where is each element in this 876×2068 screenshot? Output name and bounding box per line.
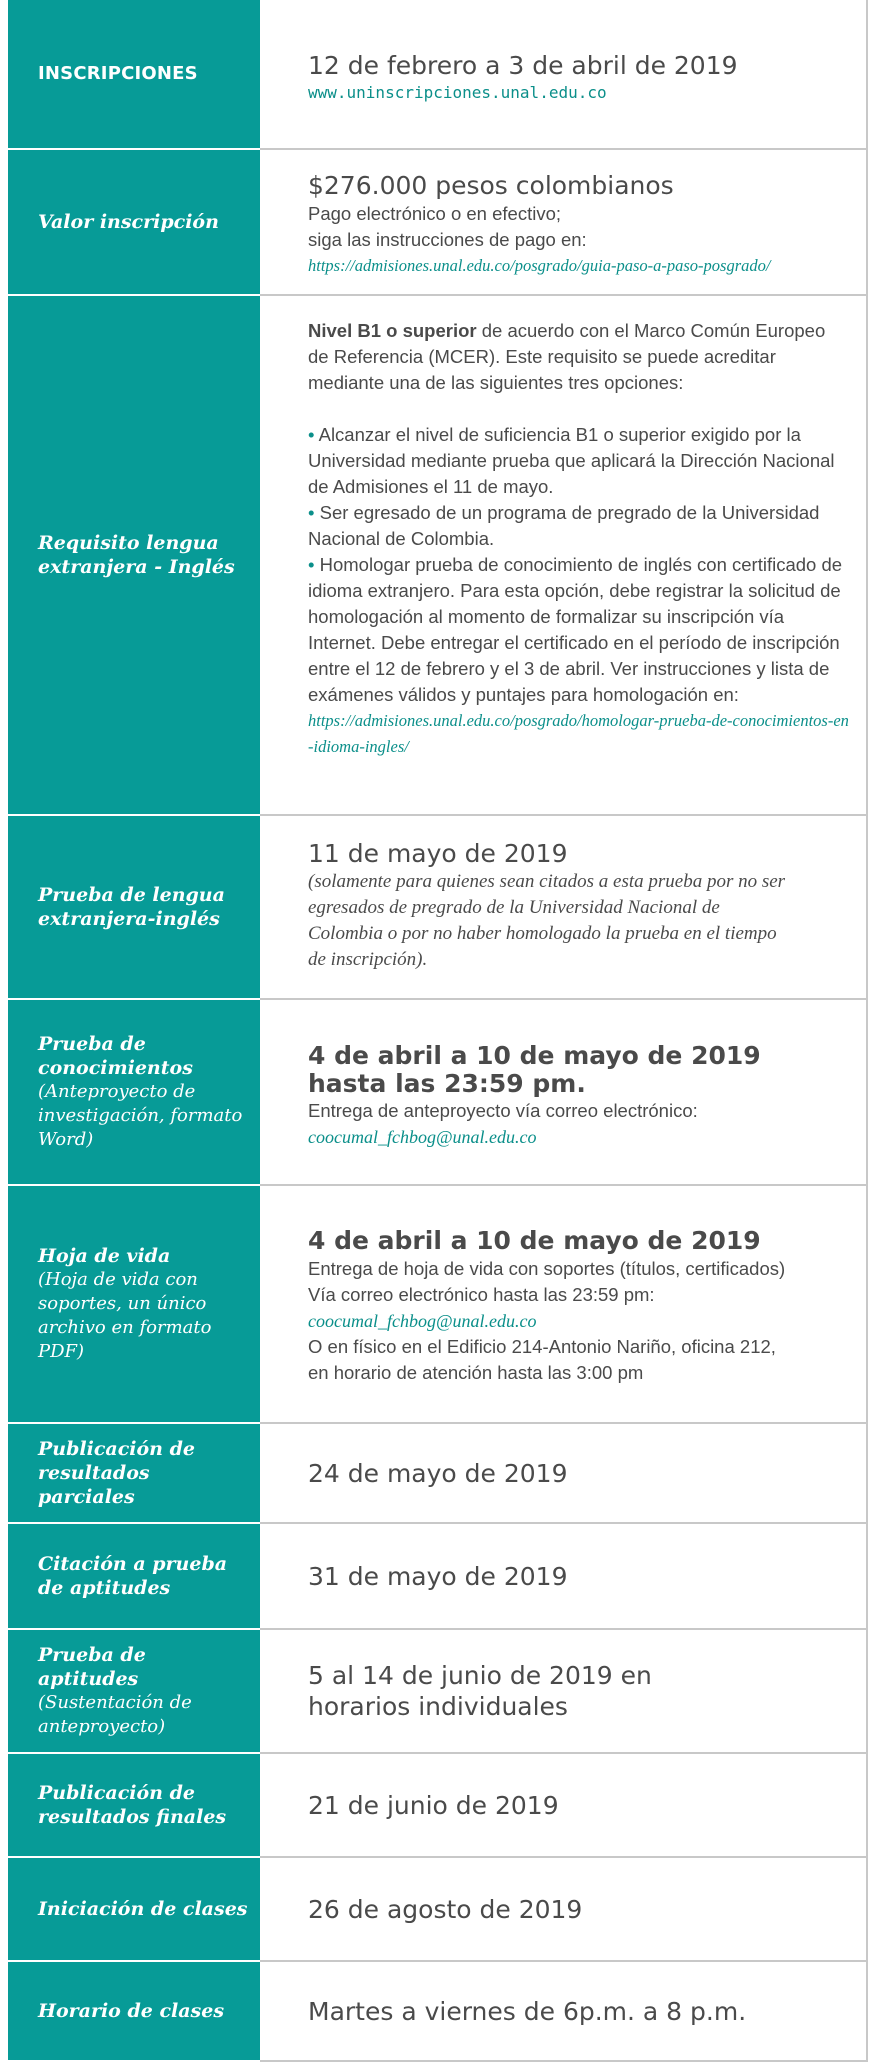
- row-label: Requisito lengua extranjera - Inglés: [38, 532, 235, 578]
- row-label: INSCRIPCIONES: [38, 63, 198, 84]
- cv-line: Vía correo electrónico hasta las 23:59 pm:: [308, 1284, 655, 1305]
- exam-note: (solamente para quienes sean citados a esta prueba por no ser egresados de pregrado de la Universidad Nacional de Colombia o por no haber homologado la prueba en el tiempo de inscripción).: [308, 871, 786, 970]
- row-label-cell: [8, 1630, 260, 1752]
- option-item: • Ser egresado de un programa de pregrado de la Universidad Nacional de Colombia.: [308, 502, 820, 549]
- row-content-cell: [260, 1522, 868, 1628]
- row-label: Publicación de resultados finales: [38, 1782, 227, 1828]
- row-label: Citación a prueba de aptitudes: [38, 1553, 228, 1599]
- table-row: [0, 1184, 876, 1422]
- aptitude-test-date: 5 al 14 de junio de 2019 en horarios individuales: [308, 1661, 652, 1721]
- language-requirement-intro: Nivel B1 o superior de acuerdo con el Marco Común Europeo de Referencia (MCER). Este requisito se puede acreditar mediante una de las siguientes tres opciones:: [308, 320, 826, 393]
- row-label-cell: [8, 1962, 260, 2060]
- table-row: [0, 1522, 876, 1628]
- row-label-cell: [8, 296, 260, 814]
- payment-line: Pago electrónico o en efectivo;: [308, 203, 561, 224]
- level-b1-bold: Nivel B1 o superior: [308, 320, 477, 341]
- registration-url-link[interactable]: www.uninscripciones.unal.edu.co: [308, 83, 607, 102]
- proposal-dates: 4 de abril a 10 de mayo de 2019: [308, 1041, 761, 1070]
- row-sublabel: (Anteproyecto de investigación, formato Word): [38, 1081, 243, 1150]
- option-item: • Alcanzar el nivel de suficiencia B1 o superior exigido por la Universidad mediante prueba que aplicará la Dirección Nacional de Admisiones el 11 de mayo.: [308, 424, 835, 497]
- row-label-cell: [8, 1754, 260, 1856]
- row-label: Horario de clases: [38, 2000, 225, 2022]
- table-row: [0, 1628, 876, 1752]
- table-row: [0, 1960, 876, 2060]
- row-content-cell: [260, 1960, 868, 2060]
- table-bottom-border: [260, 2060, 868, 2062]
- row-label-cell: [8, 150, 260, 294]
- row-content-cell: [260, 1184, 868, 1422]
- aptitude-summons-date: 31 de mayo de 2019: [308, 1561, 568, 1591]
- row-label-cell: [8, 1186, 260, 1422]
- classes-start-date: 26 de agosto de 2019: [308, 1894, 583, 1924]
- row-content-cell: [260, 1422, 868, 1522]
- registration-dates: 12 de febrero a 3 de abril de 2019: [308, 51, 738, 80]
- row-content-cell: [260, 998, 868, 1184]
- class-schedule: Martes a viernes de 6p.m. a 8 p.m.: [308, 1996, 747, 2026]
- exam-date: 11 de mayo de 2019: [308, 839, 568, 868]
- row-content-cell: [260, 1752, 868, 1856]
- bullet-icon: •: [308, 502, 315, 523]
- row-label: Publicación de resultados parciales: [38, 1438, 195, 1508]
- row-label: Prueba de aptitudes: [38, 1644, 146, 1690]
- table-row: [0, 1752, 876, 1856]
- table-row: [0, 1422, 876, 1522]
- table-row: [0, 1856, 876, 1960]
- final-results-date: 21 de junio de 2019: [308, 1790, 559, 1820]
- table-row: [0, 814, 876, 998]
- table-row: [0, 294, 876, 814]
- row-content-cell: [260, 1856, 868, 1960]
- cv-dates: 4 de abril a 10 de mayo de 2019: [308, 1226, 761, 1255]
- proposal-deadline: hasta las 23:59 pm.: [308, 1069, 586, 1098]
- row-label: Hoja de vida: [38, 1245, 171, 1267]
- payment-line: siga las instrucciones de pago en:: [308, 229, 587, 250]
- row-label-cell: [8, 1424, 260, 1522]
- row-label-cell: [8, 1858, 260, 1960]
- registration-price: $276.000 pesos colombianos: [308, 171, 674, 200]
- row-label-cell: [8, 0, 260, 148]
- row-label: Iniciación de clases: [38, 1898, 248, 1920]
- partial-results-date: 24 de mayo de 2019: [308, 1458, 568, 1488]
- row-sublabel: (Sustentación de anteproyecto): [38, 1692, 192, 1737]
- proposal-delivery: Entrega de anteproyecto vía correo electrónico:: [308, 1100, 698, 1121]
- cv-line: O en físico en el Edificio 214-Antonio Nariño, oficina 212,: [308, 1336, 776, 1357]
- row-label-cell: [8, 1524, 260, 1628]
- row-content-cell: [260, 0, 868, 148]
- cv-line: en horario de atención hasta las 3:00 pm: [308, 1362, 644, 1383]
- table-row: [0, 148, 876, 294]
- row-label: Valor inscripción: [38, 211, 219, 233]
- option-item: • Homologar prueba de conocimiento de inglés con certificado de idioma extranjero. Para esta opción, debe registrar la solicitud de homologación al momento de formalizar su inscripción vía Internet. Debe entregar el certificado en el período de inscripción entre el 12 de febrero y el 3 de abril. Ver instrucciones y lista de exámenes válidos y puntajes para homologación en:: [308, 554, 843, 705]
- payment-guide-link[interactable]: https://admisiones.unal.edu.co/posgrado/guia-paso-a-paso-posgrado/: [308, 256, 771, 275]
- cv-line: Entrega de hoja de vida con soportes (títulos, certificados): [308, 1258, 786, 1279]
- table-row: [0, 0, 876, 148]
- email-link[interactable]: coocumal_fchbog@unal.edu.co: [308, 1127, 537, 1147]
- bullet-icon: •: [308, 554, 315, 575]
- row-content-cell: [260, 294, 868, 814]
- row-label-cell: [8, 816, 260, 998]
- homologation-link[interactable]: https://admisiones.unal.edu.co/posgrado/homologar-prueba-de-conocimientos-en-idioma-ingles/: [308, 711, 849, 756]
- row-content-cell: [260, 148, 868, 294]
- row-content-cell: [260, 1628, 868, 1752]
- bullet-icon: •: [308, 424, 315, 445]
- row-label-cell: [8, 1000, 260, 1184]
- row-label: Prueba de conocimientos: [38, 1033, 193, 1079]
- row-sublabel: (Hoja de vida con soportes, un único archivo en formato PDF): [38, 1269, 212, 1362]
- table-row: [0, 998, 876, 1184]
- row-content-cell: [260, 814, 868, 998]
- row-label: Prueba de lengua extranjera-inglés: [38, 884, 225, 930]
- email-link[interactable]: coocumal_fchbog@unal.edu.co: [308, 1311, 537, 1331]
